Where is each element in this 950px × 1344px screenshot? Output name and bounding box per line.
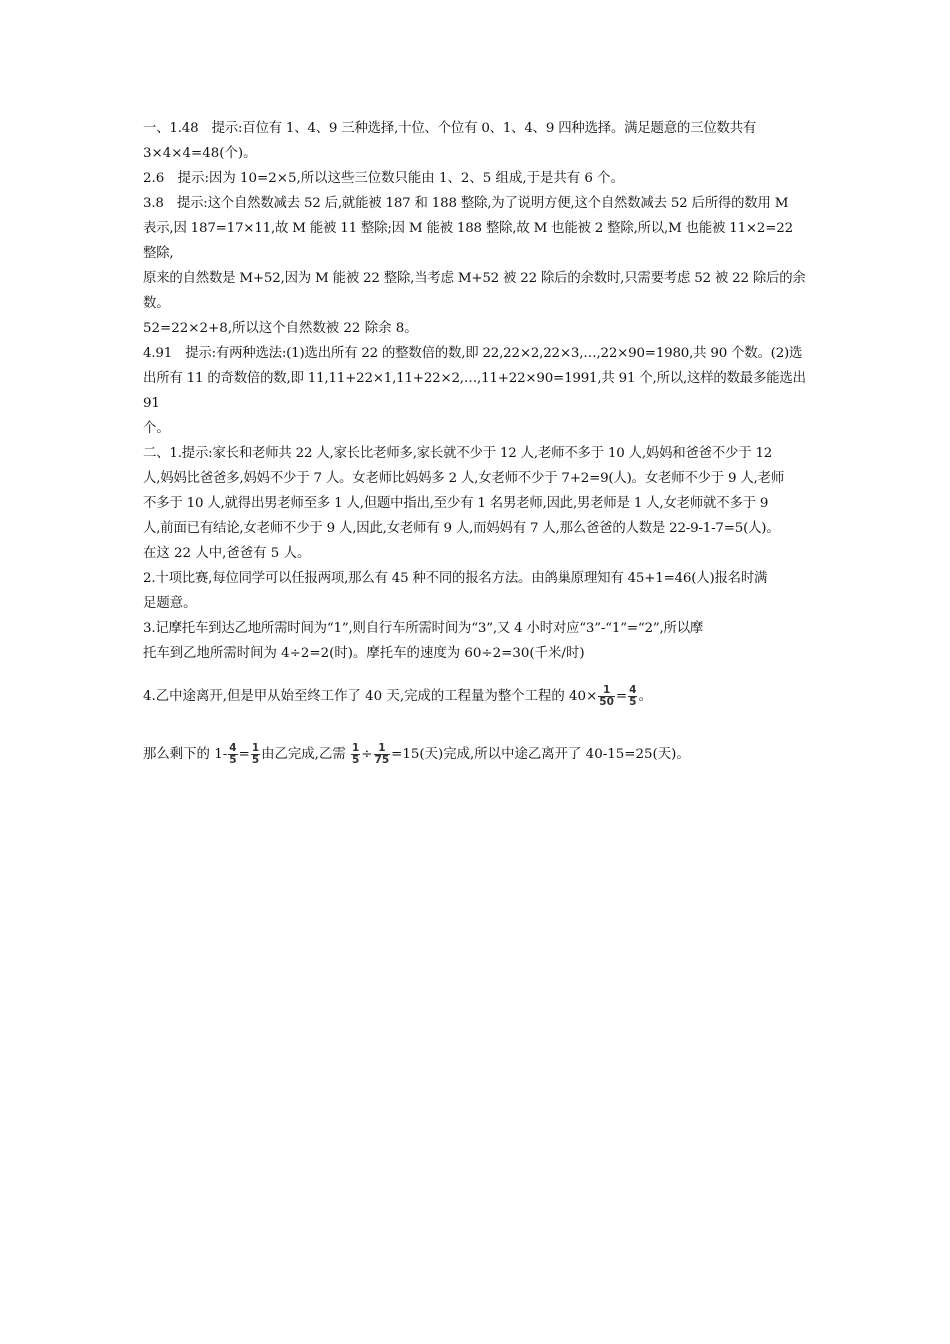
text-line: 个。 bbox=[143, 421, 170, 436]
fraction: $\frac{1}{75}$ bbox=[374, 742, 390, 766]
question-4-line: 4.乙中途离开,但是甲从始至终工作了 40 天,完成的工程量为整个工程的 40× $\frac{1}{50}$ = $\frac{4}{5}$ 。 bbox=[143, 684, 652, 708]
text-line: 4.91 提示:有两种选法:(1)选出所有 22 的整数倍的数,即 22,22×2,22×3,…,22×90=1980,共 90 个数。(2)选 bbox=[143, 346, 803, 361]
text-line: 2.十项比赛,每位同学可以任报两项,那么有 45 种不同的报名方法。由鸽巢原理知有 45+1=46(人)报名时满 bbox=[143, 571, 768, 586]
fraction: $\frac{4}{5}$ bbox=[229, 742, 237, 766]
answer-text bbox=[143, 116, 809, 767]
text-line: 人,前面已有结论,女老师不少于 9 人,因此,女老师有 9 人,而妈妈有 7 人,那么爸爸的人数是 22-9-1-7=5(人)。 bbox=[143, 521, 780, 536]
remaining-work-line: 那么剩下的 1- $\frac{4}{5}$ = $\frac{1}{5}$ 由乙完成,乙需 $\frac{1}{5}$ ÷ $\frac{1}{75}$ =15(天)完成,所以中途乙离开了 40-15=25(天)。 bbox=[143, 742, 690, 766]
fraction: $\frac{1}{5}$ bbox=[351, 742, 360, 766]
fraction: $\frac{1}{5}$ bbox=[251, 742, 260, 766]
text-line: 52=22×2+8,所以这个自然数被 22 除余 8。 bbox=[143, 321, 418, 336]
text-line: 在这 22 人中,爸爸有 5 人。 bbox=[143, 546, 311, 561]
text-line: 出所有 11 的奇数倍的数,即 11,11+22×1,11+22×2,…,11+22×90=1991,共 91 个,所以,这样的数最多能选出 91 bbox=[143, 371, 806, 411]
text-line: 不多于 10 人,就得出男老师至多 1 人,但题中指出,至少有 1 名男老师,因此,男老师是 1 人,女老师就不多于 9 bbox=[143, 496, 769, 511]
fraction: $\frac{4}{5}$ bbox=[629, 684, 637, 708]
text-line: 足题意。 bbox=[143, 596, 197, 611]
text-line: 3×4×4=48(个)。 bbox=[143, 146, 257, 161]
text-line: 托车到乙地所需时间为 4÷2=2(时)。摩托车的速度为 60÷2=30(千米/时) bbox=[143, 646, 585, 661]
text-line: 表示,因 187=17×11,故 M 能被 11 整除;因 M 能被 188 整除,故 M 也能被 2 整除,所以,M 也能被 11×2=22 整除, bbox=[143, 221, 793, 261]
text-line: 人,妈妈比爸爸多,妈妈不少于 7 人。女老师比妈妈多 2 人,女老师不少于 7+2=9(人)。女老师不少于 9 人,老师 bbox=[143, 471, 785, 486]
text-line: 二、1.提示:家长和老师共 22 人,家长比老师多,家长就不少于 12 人,老师不多于 10 人,妈妈和爸爸不少于 12 bbox=[143, 446, 773, 461]
text-line: 原来的自然数是 M+52,因为 M 能被 22 整除,当考虑 M+52 被 22 除后的余数时,只需要考虑 52 被 22 除后的余数。 bbox=[143, 271, 806, 311]
text-line: 3.记摩托车到达乙地所需时间为“1”,则自行车所需时间为“3”,又 4 小时对应“3”-“1”=“2”,所以摩 bbox=[143, 621, 704, 636]
text-line: 2.6 提示:因为 10=2×5,所以这些三位数只能由 1、2、5 组成,于是共有 6 个。 bbox=[143, 171, 624, 186]
text-line: 3.8 提示:这个自然数减去 52 后,就能被 187 和 188 整除,为了说明方便,这个自然数减去 52 后所得的数用 M bbox=[143, 196, 789, 211]
text-line: 一、1.48 提示:百位有 1、4、9 三种选择,十位、个位有 0、1、4、9 四种选择。满足题意的三位数共有 bbox=[143, 121, 757, 136]
fraction: $\frac{1}{50}$ bbox=[599, 684, 614, 708]
question-4-text: 4.乙中途离开,但是甲从始至终工作了 40 天,完成的工程量为整个工程的 40× bbox=[143, 689, 598, 704]
